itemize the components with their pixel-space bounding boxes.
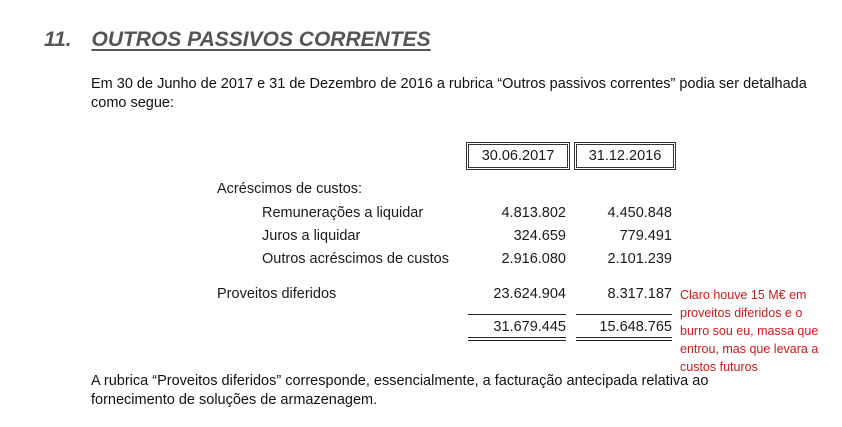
group-label-accruals: Acréscimos de custos: — [217, 181, 363, 197]
row-value-juros-2016: 779.491 — [619, 228, 672, 244]
column-header-2016: 31.12.2016 — [576, 144, 674, 168]
row-label-outros-acrescimos: Outros acréscimos de custos — [262, 251, 449, 267]
row-value-proveitos-diferidos-2017: 23.624.904 — [493, 286, 566, 302]
row-value-remuneracoes-2016: 4.450.848 — [607, 205, 672, 221]
total-value-2016: 15.648.765 — [599, 319, 672, 335]
subtotal-rule-2017 — [468, 314, 566, 315]
row-value-outros-acrescimos-2017: 2.916.080 — [501, 251, 566, 267]
row-label-proveitos-diferidos: Proveitos diferidos — [217, 286, 337, 302]
total-value-2017: 31.679.445 — [493, 319, 566, 335]
closing-paragraph: A rubrica “Proveitos diferidos” corresponde, essencialmente, a facturação antecipada relativa ao fornecimento de soluções de armazenagem. — [91, 373, 709, 408]
section-heading — [44, 28, 431, 52]
column-header-2017: 30.06.2017 — [468, 144, 568, 168]
total-double-rule-2017 — [468, 337, 566, 341]
total-double-rule-2016 — [576, 337, 672, 341]
section-number: 11. — [44, 28, 72, 51]
intro-paragraph: Em 30 de Junho de 2017 e 31 de Dezembro de 2016 a rubrica “Outros passivos correntes” podia ser detalhada como segue: — [91, 76, 807, 111]
section-title: OUTROS PASSIVOS CORRENTES — [91, 28, 431, 51]
row-value-proveitos-diferidos-2016: 8.317.187 — [607, 286, 672, 302]
row-label-remuneracoes: Remunerações a liquidar — [262, 205, 424, 221]
row-value-juros-2017: 324.659 — [513, 228, 566, 244]
row-value-remuneracoes-2017: 4.813.802 — [501, 205, 566, 221]
subtotal-rule-2016 — [576, 314, 672, 315]
row-value-outros-acrescimos-2016: 2.101.239 — [607, 251, 672, 267]
row-label-juros: Juros a liquidar — [262, 228, 361, 244]
handwritten-comment: Claro houve 15 M€ em proveitos diferidos e o burro sou eu, massa que entrou, mas que levara a custos futuros — [680, 288, 819, 374]
